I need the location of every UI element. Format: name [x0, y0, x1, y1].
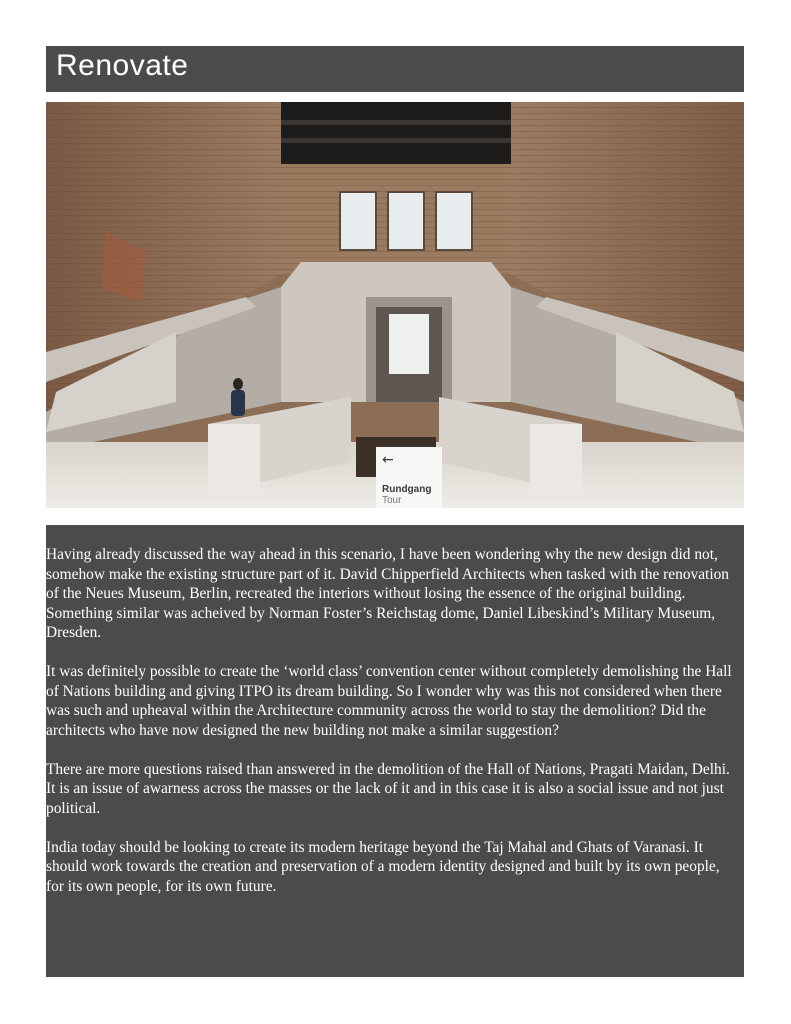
photo-illustration [46, 102, 744, 508]
paragraph-1: Having already discussed the way ahead in this scenario, I have been wondering why the new design did not, somehow make the existing structure part of it. David Chipperfield Architects when tasked with the renovation of the Neues Museum, Berlin, recreated the interiors without losing the essence of the original building. Something similar was acheived by Norman Foster’s Reichstag dome, Daniel Libeskind’s Military Museum, Dresden. [46, 546, 729, 641]
article-box [46, 525, 744, 977]
sign-arrow-icon: ← [382, 452, 394, 468]
paragraph-4: India today should be looking to create its modern heritage beyond the Taj Mahal and Ghats of Varanasi. It should work towards the creation and preservation of a modern identity designed and built by its own people, for its own people, for its own future. [46, 838, 720, 895]
paragraph-3: There are more questions raised than answered in the demolition of the Hall of Nations, Pragati Maidan, Delhi. It is an issue of awarness across the masses or the lack of it and in this case it is also a social issue and not just political. [46, 760, 730, 817]
article-body [46, 545, 732, 916]
sign-subtitle: Tour [382, 495, 402, 506]
paragraph-2: It was definitely possible to create the ‘world class’ convention center without completely demolishing the Hall of Nations building and giving ITPO its dream building. So I wonder why was this not considered when there was such and upheaval within the Architecture community across the world to stay the demolition? Did the architects who have now designed the new building not make a similar suggestion? [46, 663, 732, 739]
page-title: Renovate [56, 49, 189, 82]
title-bar [46, 46, 744, 92]
sign-title: Rundgang [382, 484, 432, 495]
museum-photo [46, 102, 744, 508]
